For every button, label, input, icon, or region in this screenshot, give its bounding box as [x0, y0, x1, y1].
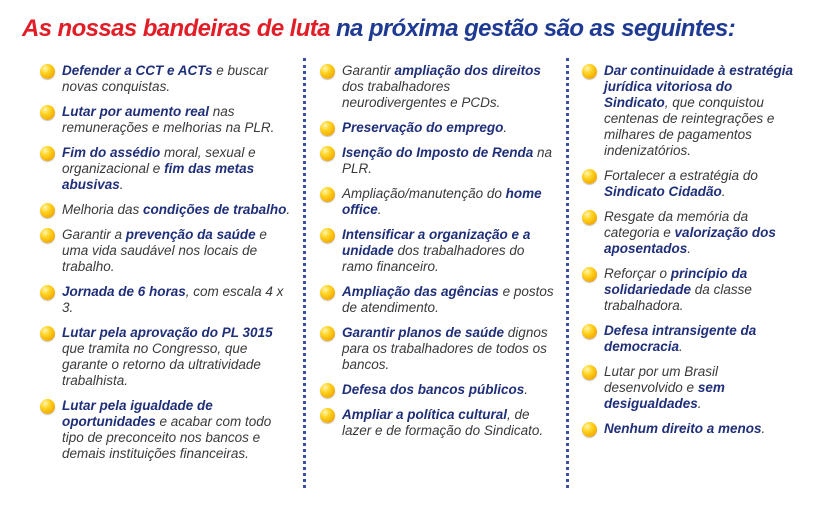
gold-bullet-icon — [582, 210, 597, 225]
item-text: Resgate da memória da categoria e — [604, 209, 749, 240]
item-text: . — [286, 202, 291, 217]
item-text-bold: fim das metas abusivas — [62, 161, 255, 192]
item-text-bold: Defesa dos bancos públicos — [342, 382, 525, 397]
column-divider — [566, 58, 573, 488]
gold-bullet-icon — [40, 326, 55, 341]
gold-bullet-icon — [320, 121, 335, 136]
column-divider — [303, 58, 310, 488]
list-item — [38, 63, 293, 95]
item-text: , com escala 4 x 3. — [62, 284, 284, 315]
list-item — [318, 382, 556, 398]
item-text: dos trabalhadores neurodivergentes e PCDs. — [342, 79, 501, 110]
item-text: Melhoria das — [62, 202, 144, 217]
list-item — [318, 63, 556, 111]
item-text: . — [721, 184, 726, 199]
item-text: . — [679, 339, 683, 354]
item-text: Garantir — [342, 63, 395, 78]
item-text: moral, sexual e organizacional e — [62, 145, 256, 176]
gold-bullet-icon — [582, 422, 597, 437]
item-text: Garantir a — [62, 227, 126, 242]
gold-bullet-icon — [320, 408, 335, 423]
item-text-bold: Fim do assédio — [62, 145, 161, 160]
item-text: dos trabalhadores do ramo financeiro. — [342, 243, 525, 274]
list-item — [38, 227, 293, 275]
item-text: Ampliação/manutenção do — [342, 186, 506, 201]
gold-bullet-icon — [320, 146, 335, 161]
item-text-bold: Preservação do emprego — [342, 120, 504, 135]
gold-bullet-icon — [40, 285, 55, 300]
item-text: Lutar por um Brasil desenvolvido e — [604, 364, 719, 395]
gold-bullet-icon — [320, 64, 335, 79]
item-text-bold: Nenhum direito a menos — [604, 421, 762, 436]
list-item — [38, 398, 293, 462]
item-text-bold: princípio da solidariedade — [604, 266, 748, 297]
list-item — [318, 145, 556, 177]
item-text: . — [503, 120, 508, 135]
gold-bullet-icon — [40, 228, 55, 243]
gold-bullet-icon — [40, 146, 55, 161]
gold-bullet-icon — [40, 105, 55, 120]
gold-bullet-icon — [320, 187, 335, 202]
gold-bullet-icon — [40, 203, 55, 218]
item-text-bold: prevenção da saúde — [125, 227, 256, 242]
column-1 — [38, 63, 293, 471]
gold-bullet-icon — [582, 267, 597, 282]
item-text-bold: Garantir planos de saúde — [342, 325, 505, 340]
gold-bullet-icon — [582, 169, 597, 184]
column-3 — [580, 63, 800, 446]
list-item — [580, 168, 800, 200]
list-item — [318, 284, 556, 316]
list-item — [38, 325, 293, 389]
item-text-bold: ampliação dos direitos — [394, 63, 541, 78]
item-text: . — [697, 396, 702, 411]
gold-bullet-icon — [320, 228, 335, 243]
list-item — [38, 104, 293, 136]
item-text-bold: Dar continuidade à estratégia jurídica vitoriosa do Sindicato — [604, 63, 794, 110]
list-item — [580, 209, 800, 257]
page-title — [22, 12, 735, 46]
list-item — [318, 120, 556, 136]
column-2 — [318, 63, 556, 448]
item-text-bold: Ampliação das agências — [342, 284, 499, 299]
gold-bullet-icon — [582, 365, 597, 380]
list-item — [580, 266, 800, 314]
list-item — [580, 421, 800, 437]
item-text-bold: Lutar por aumento real — [62, 104, 210, 119]
item-text: e uma vida saudável nos locais de trabalho. — [62, 227, 267, 274]
list-item — [318, 186, 556, 218]
gold-bullet-icon — [582, 324, 597, 339]
list-item — [580, 364, 800, 412]
item-text: nas remunerações e melhorias na PLR. — [62, 104, 275, 135]
item-text: dignos para os trabalhadores de todos os bancos. — [342, 325, 548, 372]
item-text: . — [524, 382, 529, 397]
list-item — [38, 284, 293, 316]
item-text: , de lazer e de formação do Sindicato. — [342, 407, 544, 438]
item-text-bold: Lutar pela igualdade de oportunidades — [62, 398, 213, 429]
item-text: que tramita no Congresso, que garante o retorno da ultratividade trabalhista. — [62, 341, 261, 388]
item-text-bold: home office — [342, 186, 542, 217]
list-item — [38, 145, 293, 193]
item-text-bold: Isenção do Imposto de Renda — [342, 145, 534, 160]
gold-bullet-icon — [320, 285, 335, 300]
gold-bullet-icon — [320, 326, 335, 341]
item-text: e acabar com todo tipo de preconceito nos bancos e demais instituições financeiras. — [62, 414, 272, 461]
gold-bullet-icon — [40, 399, 55, 414]
list-item — [580, 63, 800, 159]
item-text: . — [377, 202, 382, 217]
item-text: na PLR. — [342, 145, 553, 176]
list-item — [318, 325, 556, 373]
item-text: . — [119, 177, 124, 192]
item-text-bold: Jornada de 6 horas — [62, 284, 186, 299]
list-item — [580, 323, 800, 355]
title-rest: na próxima gestão são as seguintes: — [329, 15, 736, 42]
title-highlight: As nossas bandeiras de luta — [22, 15, 330, 42]
item-text-bold: condições de trabalho — [143, 202, 287, 217]
item-text-bold: sem desigualdades — [604, 380, 725, 411]
item-text-bold: Ampliar a política cultural — [342, 407, 508, 422]
item-text: , que conquistou centenas de reintegrações e milhares de pagamentos indenizatórios. — [604, 95, 775, 158]
gold-bullet-icon — [582, 64, 597, 79]
item-text: Reforçar o — [604, 266, 671, 281]
list-item — [318, 407, 556, 439]
item-text-bold: Sindicato Cidadão — [604, 184, 722, 199]
item-text-bold: Lutar pela aprovação do PL 3015 — [62, 325, 273, 340]
item-text: da classe trabalhadora. — [604, 282, 752, 313]
item-text-bold: Defesa intransigente da democracia — [604, 323, 757, 354]
item-text-bold: Defender a CCT e ACTs — [62, 63, 213, 78]
item-text: . — [687, 241, 692, 256]
item-text: Fortalecer a estratégia do — [604, 168, 758, 183]
gold-bullet-icon — [320, 383, 335, 398]
list-item — [318, 227, 556, 275]
item-text-bold: Intensificar a organização e a unidade — [342, 227, 531, 258]
list-item — [38, 202, 293, 218]
item-text-bold: valorização dos aposentados — [604, 225, 776, 256]
item-text: e postos de atendimento. — [342, 284, 554, 315]
item-text: . — [761, 421, 766, 436]
gold-bullet-icon — [40, 64, 55, 79]
item-text: e buscar novas conquistas. — [62, 63, 269, 94]
